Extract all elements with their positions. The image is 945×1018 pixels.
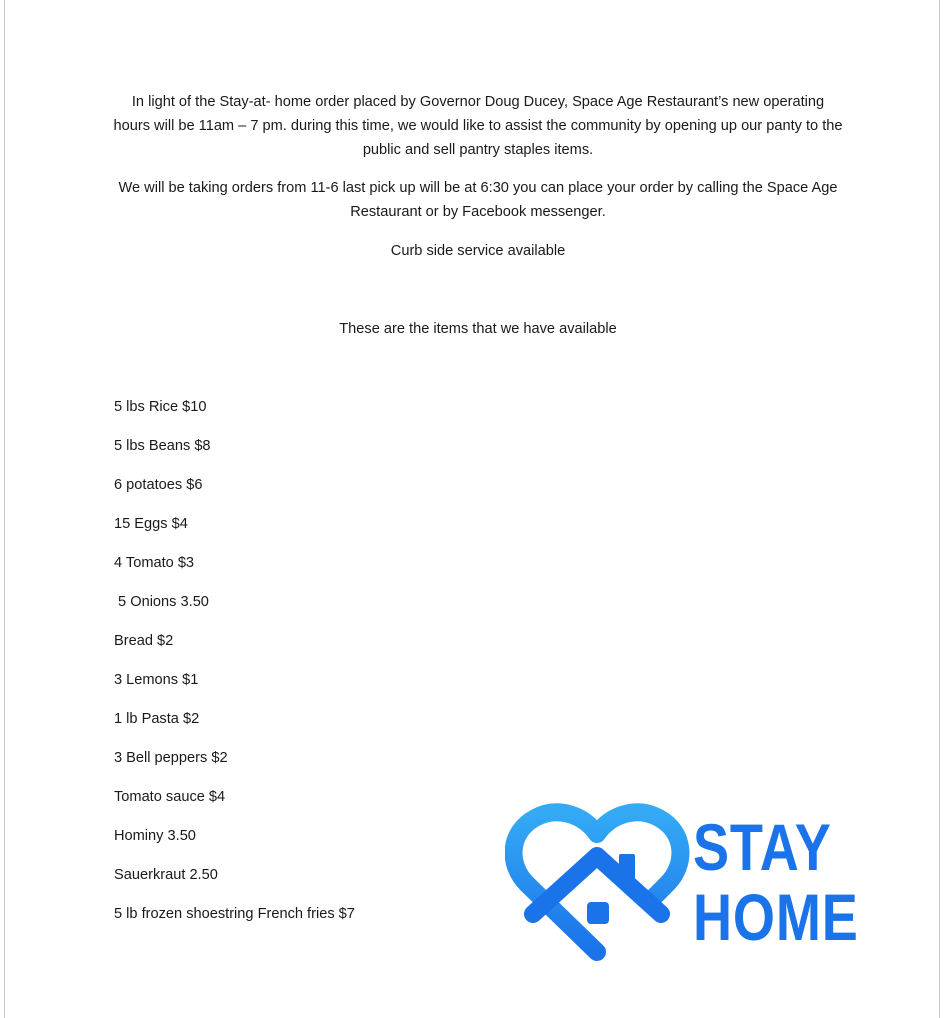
curbside-notice: Curb side service available xyxy=(390,243,566,259)
list-item: Sauerkraut 2.50 xyxy=(114,867,218,883)
intro-paragraph: In light of the Stay-at- home order placed by Governor Doug Ducey, Space Age Restaurant’s new operating hours will be 11am – 7 pm. during this time, we would like to assist the community by opening up our panty to the public and sell pantry staples items. xyxy=(113,94,843,158)
list-item: 5 Onions 3.50 xyxy=(114,594,209,610)
list-item: Hominy 3.50 xyxy=(114,828,196,844)
pantry-items-list xyxy=(114,395,355,941)
list-item: 1 lb Pasta $2 xyxy=(114,711,200,727)
list-item: 5 lbs Beans $8 xyxy=(114,438,211,454)
items-heading: These are the items that we have available xyxy=(339,321,617,337)
list-item: 15 Eggs $4 xyxy=(114,516,188,532)
list-item: 6 potatoes $6 xyxy=(114,477,203,493)
list-item: Tomato sauce $4 xyxy=(114,789,226,805)
stay-logo-text: STAY xyxy=(693,810,832,884)
ordering-paragraph: We will be taking orders from 11-6 last pick up will be at 6:30 you can place your order by calling the Space Age Restaurant or by Facebook messenger. xyxy=(118,180,838,220)
list-item: 5 lb frozen shoestring French fries $7 xyxy=(114,906,355,922)
list-item: 5 lbs Rice $10 xyxy=(114,399,207,415)
document-page xyxy=(4,0,940,1018)
list-item: 4 Tomato $3 xyxy=(114,555,195,571)
list-item: Bread $2 xyxy=(114,633,174,649)
list-item: 3 Bell peppers $2 xyxy=(114,750,228,766)
stay-home-logo xyxy=(505,802,859,967)
home-logo-text: HOME xyxy=(693,880,859,954)
list-item: 3 Lemons $1 xyxy=(114,672,199,688)
heart-house-icon xyxy=(505,802,690,967)
